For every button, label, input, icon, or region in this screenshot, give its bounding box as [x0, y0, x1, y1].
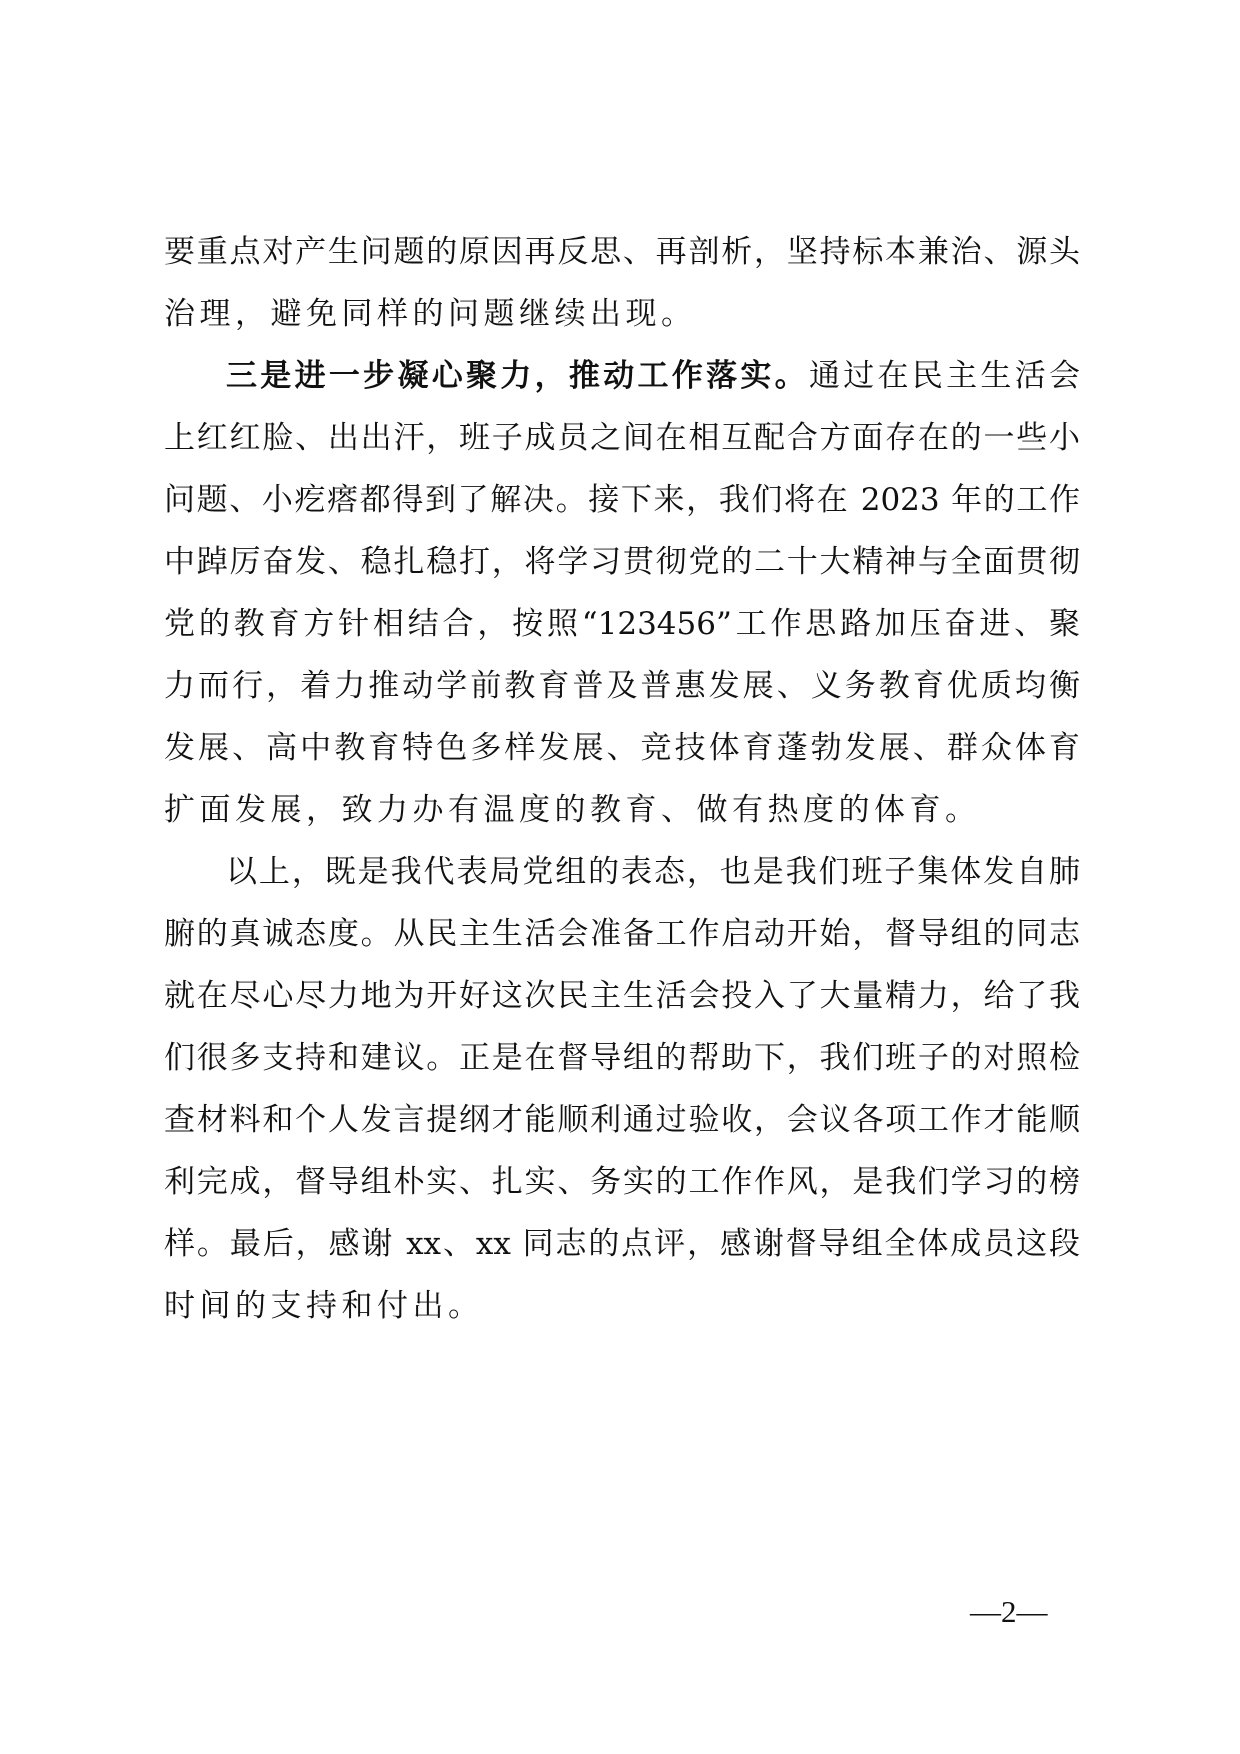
paragraph-2-line: 中踔厉奋发、稳扎稳打，将学习贯彻党的二十大精神与全面贯彻: [164, 544, 1080, 580]
paragraph-2-lead-text: 通过在民主生活会: [808, 358, 1081, 394]
paragraph-3-line: 腑的真诚态度。从民主生活会准备工作启动开始，督导组的同志: [164, 916, 1080, 952]
paragraph-2-line: 力而行，着力推动学前教育普及普惠发展、义务教育优质均衡: [164, 668, 1080, 704]
paragraph-2-line: 发展、高中教育特色多样发展、竞技体育蓬勃发展、群众体育: [164, 730, 1080, 766]
paragraph-3-line: 查材料和个人发言提纲才能顺利通过验收，会议各项工作才能顺: [164, 1102, 1080, 1138]
paragraph-2-line: 上红红脸、出出汗，班子成员之间在相互配合方面存在的一些小: [164, 420, 1080, 456]
page-number: —2—: [970, 1594, 1048, 1629]
paragraph-2-lead-line: [226, 356, 1080, 396]
paragraph-3-line: 就在尽心尽力地为开好这次民主生活会投入了大量精力，给了我: [164, 978, 1080, 1014]
paragraph-1-line: 治理，避免同样的问题继续出现。: [164, 296, 697, 332]
paragraph-3-line: 利完成，督导组朴实、扎实、务实的工作作风，是我们学习的榜: [164, 1164, 1080, 1200]
paragraph-1-line: 要重点对产生问题的原因再反思、再剖析，坚持标本兼治、源头: [164, 234, 1080, 270]
paragraph-2-line: 问题、小疙瘩都得到了解决。接下来，我们将在 2023 年的工作: [164, 482, 1080, 518]
section-heading-bold: 三是进一步凝心聚力，推动工作落实。: [226, 358, 809, 394]
paragraph-3-line: 们很多支持和建议。正是在督导组的帮助下，我们班子的对照检: [164, 1040, 1080, 1076]
paragraph-3-line: 样。最后，感谢 xx、xx 同志的点评，感谢督导组全体成员这段: [164, 1226, 1080, 1262]
paragraph-2-line: 扩面发展，致力办有温度的教育、做有热度的体育。: [164, 792, 981, 828]
paragraph-3-line: 以上，既是我代表局党组的表态，也是我们班子集体发自肺: [226, 854, 1080, 890]
paragraph-3-line: 时间的支持和付出。: [164, 1288, 484, 1324]
paragraph-2-line: 党的教育方针相结合，按照“123456”工作思路加压奋进、聚: [164, 606, 1080, 642]
